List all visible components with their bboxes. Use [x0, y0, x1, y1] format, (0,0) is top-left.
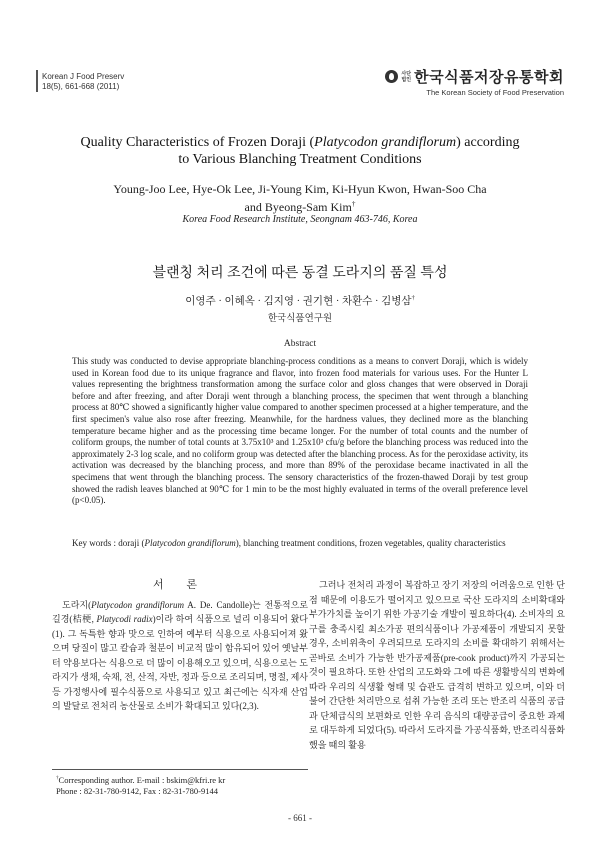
page-header — [36, 69, 564, 102]
footnote-email: Corresponding author. E-mail : bskim@kfri.re kr — [58, 774, 226, 785]
society-block — [385, 66, 564, 97]
journal-volume: 18(5), 661-668 (2011) — [42, 82, 120, 91]
keywords-species: Platycodon grandiflorum — [144, 538, 236, 548]
corresponding-footnote — [52, 769, 308, 797]
body-column-left — [52, 578, 308, 714]
title-part1: Quality Characteristics of Frozen Doraji ( — [80, 135, 315, 150]
footnote-line1 — [52, 773, 308, 786]
title-line2: to Various Blanching Treatment Conditions — [178, 152, 422, 167]
intro-p1-species: Platycodon grandiflorum — [91, 599, 184, 610]
journal-citation — [36, 72, 124, 92]
abstract-body: This study was conducted to devise appropriate blanching-process conditions as a means to convert Doraji, which is widely used in Korean food due to its unique fragrance and flavor, into frozen food materials for various uses. For the Hunter L values representing the brightness transformation among the surface color and gloss changes that were observed in Doraji before and after freezing, and after Doraji went through a blanching process, the specimen that went through a blanching process at 80℃ showed a significantly higher value compared to another specimen processed at a higher temperature, and the first specimen's value also rose after freezing. Meanwhile, for the hardness values, they declined more as the blanching temperature became higher and as the processing time became longer. For the number of total counts and the number of coliform groups, the number of total counts at 3.75x10³ and 1.25x10³ cfu/g before the blanching process was reduced into the approximately 2-3 log scale, and no coliform group was detected after the blanching process. As for the peroxidase activity, its activation was decreased by the blanching process, and more than 89% of the peroxidase became inactivated in all the specimens that went through the blanching process. The sensory characteristics of the frozen-thawed Doraji by test group showed the radish leaves blanched at 90℃ for 1 min to be the most highly evaluated in terms of the overall preference level (p<0.05). — [72, 356, 528, 506]
korean-corresponding-mark: † — [411, 294, 415, 302]
keywords-text-b: ), blanching treatment conditions, frozen vegetables, quality characteristics — [235, 538, 506, 548]
affiliation: Korea Food Research Institute, Seongnam 463-746, Korea — [182, 214, 418, 225]
intro-paragraph-2: 그러나 전처리 과정이 복잡하고 장기 저장의 어려움으로 인한 단점 때문에 이용도가 떨어지고 있으므로 국산 도라지의 소비확대와 부가가치를 높이기 위한 가공기술 개발이 필요하다(4). 소비자의 요구를 충족시킬 최소가공 편의식품이나 가공제품이 개발되지 못할 경우, 소비위축이 우려되므로 도라지의 소비를 확대하기 위해서는 곧바로 소비가 가능한 반가공제품(pre-cook product)까지 가공되는 것이 필요하다. 또한 산업의 고도화와 그에 따른 생활방식의 변화에 따라 우리의 식생활 형태 및 습관도 급격히 변하고 있으며, 이와 더불어 간단한 처리만으로 섭취 가능한 조리 또는 반조리 식품의 공급과 단체급식의 보편화로 인한 우리 음식의 대량공급이 중요한 과제로 대두하게 되었다(5). 따라서 도라지를 가공식품화, 반조리식품화 했을 때의 활용 — [309, 580, 565, 750]
body-column-right — [309, 578, 565, 752]
keywords — [72, 538, 528, 549]
society-mark: 사단법인 — [401, 70, 412, 83]
intro-p1-a: 도라지( — [62, 599, 92, 610]
author-list — [60, 182, 540, 215]
footnote-mark: † — [56, 775, 59, 781]
title-line1 — [36, 134, 564, 151]
intro-p1-b: A. De. Candolle)는 전통적으로 길경(桔梗, — [52, 599, 308, 624]
korean-affiliation: 한국식품연구원 — [267, 314, 333, 324]
intro-p1-species2: Platycodi radix — [96, 614, 153, 624]
korean-title: 블랜칭 처리 조건에 따른 동결 도라지의 품질 특성 — [152, 266, 448, 281]
authors-line1: Young-Joo Lee, Hye-Ok Lee, Ji-Young Kim, Ki-Hyun Kwon, Hwan-Soo Cha — [113, 182, 487, 196]
section-heading-intro: 서 론 — [152, 579, 207, 591]
title-part2: ) according — [456, 135, 520, 150]
footnote-line2: Phone : 82-31-780-9142, Fax : 82-31-780-9144 — [56, 785, 218, 796]
paper-title — [36, 134, 564, 168]
society-name: 한국식품저장유통학회 — [414, 69, 564, 86]
corresponding-mark: † — [351, 200, 356, 208]
authors-line2-text: and Byeong-Sam Kim — [244, 200, 352, 214]
society-top — [385, 66, 564, 87]
society-logo-icon — [385, 70, 398, 83]
journal-name: Korean J Food Preserv — [42, 72, 125, 81]
authors-line2 — [60, 197, 540, 215]
keywords-label: Key words : — [72, 538, 116, 548]
intro-p1-c: )이라 하여 식품으로 널리 이용되어 왔다(1). 그 독특한 향과 맛으로 인하여 예부터 식용으로 사용되어져 왔으며 당질이 많고 칼슘과 철분이 비교적 많이 함유되어 있어 옛날부터 약용보다는 식용으로 더 많이 이용해오고 있으며, 식용으로는 도라지가 생채, 숙채, 전, 산적, 자반, 정과 등으로 조리되며, 명절, 제사등 가정행사에 필수식품으로 사용되고 있고 최근에는 식자재 산업의 발달로 전처리 농산물로 소비가 확대되고 있다(2,3). — [52, 614, 308, 711]
abstract-heading: Abstract — [283, 339, 317, 349]
keywords-text-a: doraji ( — [118, 538, 145, 548]
title-species: Platycodon grandiflorum — [314, 135, 457, 150]
korean-authors — [36, 293, 564, 308]
intro-paragraph-1 — [52, 598, 308, 714]
page-number: - 661 - — [288, 813, 312, 823]
korean-author-list: 이영주 · 이혜옥 · 김지영 · 권기현 · 차환수 · 김병삼 — [185, 296, 412, 307]
society-name-english: The Korean Society of Food Preservation — [426, 88, 564, 97]
journal-bar — [36, 70, 38, 92]
